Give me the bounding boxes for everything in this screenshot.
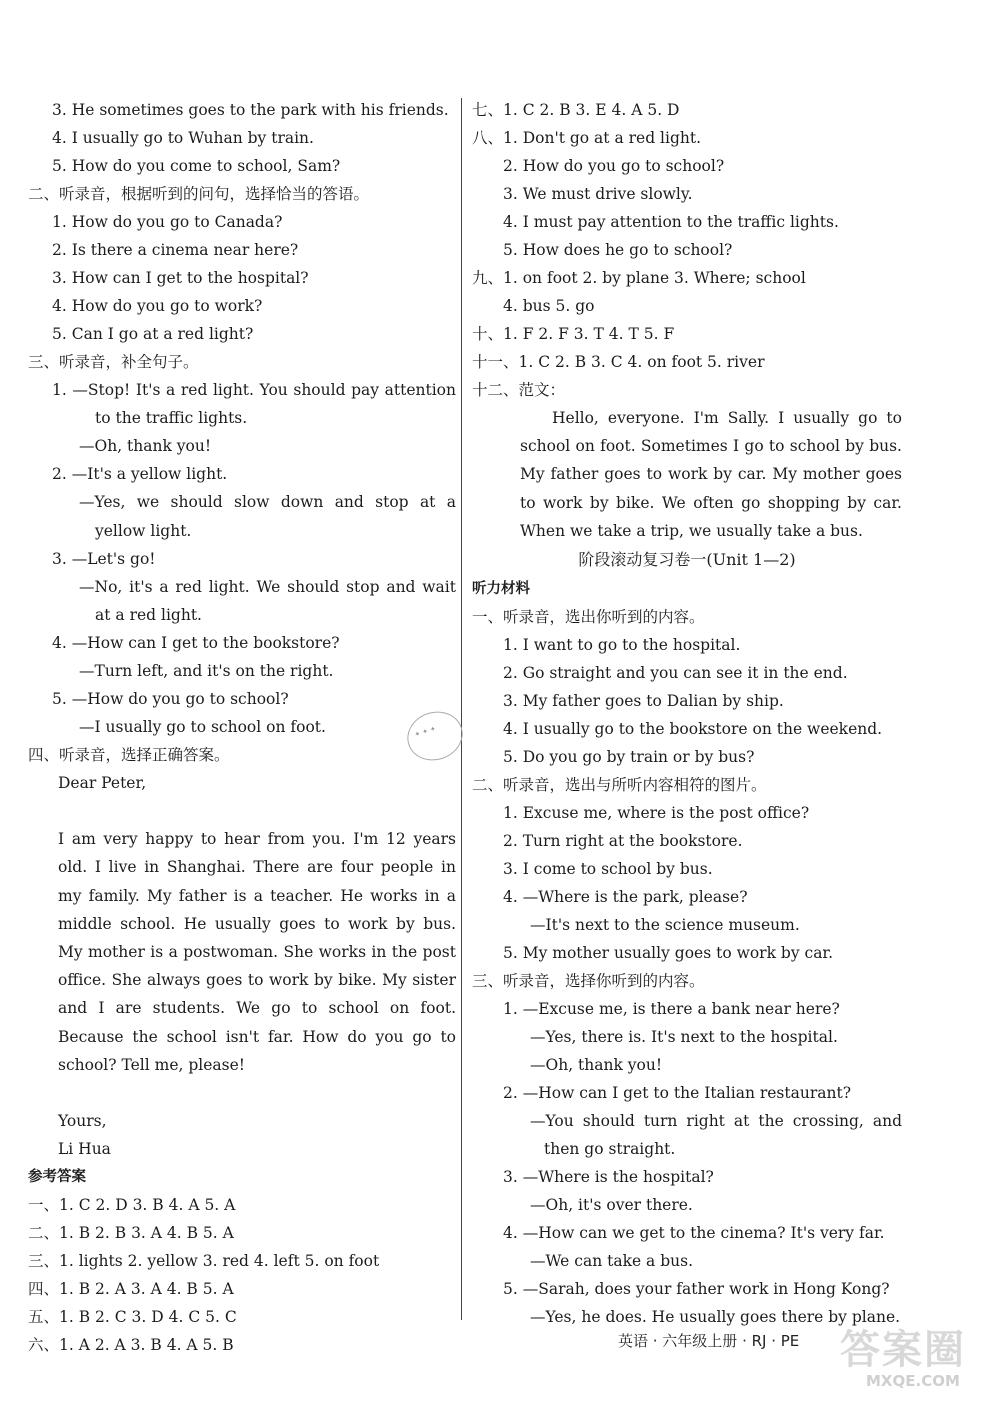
list-item: 4. —Where is the park, please? (503, 888, 748, 907)
answer-row: 十、1. F 2. F 3. T 4. T 5. F (472, 325, 675, 343)
list-item: 5. How do you come to school, Sam? (52, 157, 341, 175)
answer-row: 八、1. Don't go at a red light. (472, 129, 702, 147)
dialog-line: 2. —It's a yellow light. (52, 465, 228, 484)
listening-heading: 听力材料 (472, 581, 530, 598)
dialog-line: —I usually go to school on foot. (79, 718, 326, 737)
dialog-item (28, 488, 456, 544)
model-essay: Hello, everyone. I'm Sally. I usually go to school on foot. Sometimes I go to school by bus. My father goes to work by car. My mother goes to work by bike. We often go shopping by car. When we take a trip, we usually take a bus. (520, 409, 902, 540)
letter-body: I am very happy to hear from you. I'm 12 years old. I live in Shanghai. There are four people in my family. My father is a teacher. He works in a middle school. He usually goes to work by bus. My mother is a postwoman. She works in the post office. She always goes to work by bike. My sister and I are students. We go to school on foot. Because the school isn't far. How do you go to school? Tell me, please! (58, 830, 456, 1074)
list-item: 3. My father goes to Dalian by ship. (503, 692, 784, 711)
dialog-line: —You should turn right at the crossing, and then go straight. (530, 1112, 902, 1159)
answer-row: 五、1. B 2. C 3. D 4. C 5. C (28, 1308, 237, 1327)
dialog-item (472, 1107, 902, 1163)
stamp-mark: ✦ ✦ ✦ (401, 705, 469, 768)
letter-closing: Yours, (58, 1112, 107, 1131)
list-item: —It's next to the science museum. (530, 916, 800, 935)
dialog-line: —Oh, it's over there. (530, 1196, 693, 1215)
dialog-line: 4. —How can I get to the bookstore? (52, 634, 340, 653)
dialog-item (28, 573, 456, 629)
dialog-line: 5. —How do you go to school? (52, 690, 289, 709)
answer-row: 九、1. on foot 2. by plane 3. Where; school (472, 269, 806, 287)
letter-greeting: Dear Peter, (58, 774, 147, 793)
dialog-line: 1. —Excuse me, is there a bank near here? (503, 1000, 840, 1019)
answer-row: 4. I must pay attention to the traffic lights. (503, 213, 839, 231)
answer-row: 十一、1. C 2. B 3. C 4. on foot 5. river (472, 353, 765, 371)
answer-row: 四、1. B 2. A 3. A 4. B 5. A (28, 1280, 234, 1299)
dialog-line: 4. —How can we get to the cinema? It's very far. (503, 1224, 885, 1243)
answer-row: 十二、范文： (472, 381, 566, 399)
right-column (472, 96, 902, 1331)
list-item: 4. I usually go to the bookstore on the weekend. (503, 720, 883, 739)
list-item: 4. How do you go to work? (52, 297, 263, 315)
list-item: 3. How can I get to the hospital? (52, 269, 309, 287)
dialog-line: —Oh, thank you! (530, 1056, 663, 1075)
section-heading: 三、听录音，选择你听到的内容。 (472, 972, 705, 991)
dialog-line: —We can take a bus. (530, 1252, 694, 1271)
dialog-line: 1. —Stop! It's a red light. You should pay attention to the traffic lights. (52, 381, 456, 428)
list-item: 5. Do you go by train or by bus? (503, 748, 755, 767)
dialog-line: 3. —Let's go! (52, 549, 156, 568)
list-item: 1. I want to go to the hospital. (503, 636, 741, 655)
dialog-line: —Turn left, and it's on the right. (79, 662, 334, 681)
section-heading: 三、听录音，补全句子。 (28, 353, 199, 371)
unit-title: 阶段滚动复习卷一(Unit 1—2) (578, 550, 796, 570)
list-item: 1. Excuse me, where is the post office? (503, 804, 810, 823)
section-heading: 一、听录音，选出你听到的内容。 (472, 608, 705, 627)
dialog-item (28, 376, 456, 432)
dialog-line: —Yes, he does. He usually goes there by plane. (530, 1308, 901, 1327)
letter-signature: Li Hua (58, 1140, 111, 1159)
page-footer: 英语 · 六年级上册 · RJ · PE (618, 1332, 800, 1350)
dialog-line: —No, it's a red light. We should stop and wait at a red light. (79, 577, 456, 625)
answer-row: 三、1. lights 2. yellow 3. red 4. left 5. on foot (28, 1252, 380, 1271)
list-item: 2. Is there a cinema near here? (52, 241, 299, 259)
list-item: 5. My mother usually goes to work by car. (503, 944, 834, 963)
list-item: 1. How do you go to Canada? (52, 213, 283, 231)
section-heading: 二、听录音，根据听到的问句，选择恰当的答语。 (28, 185, 370, 203)
answer-row: 2. How do you go to school? (503, 157, 725, 175)
watermark-logo: 答案圈 (840, 1327, 966, 1373)
list-item: 3. He sometimes goes to the park with his friends. (52, 101, 449, 119)
dialog-line: 3. —Where is the hospital? (503, 1168, 714, 1187)
list-item: 5. Can I go at a red light? (52, 325, 254, 343)
list-item: 4. I usually go to Wuhan by train. (52, 129, 314, 147)
section-heading: 二、听录音，选出与所听内容相符的图片。 (472, 776, 767, 795)
answer-row: 4. bus 5. go (503, 297, 595, 315)
answer-row: 二、1. B 2. B 3. A 4. B 5. A (28, 1224, 234, 1243)
list-item: 2. Turn right at the bookstore. (503, 832, 743, 851)
answer-row: 3. We must drive slowly. (503, 185, 693, 203)
dialog-line: —Yes, we should slow down and stop at a yellow light. (79, 493, 456, 540)
column-divider (461, 98, 462, 1320)
dialog-line: 5. —Sarah, does your father work in Hong Kong? (503, 1280, 890, 1299)
answer-row: 5. How does he go to school? (503, 241, 733, 259)
section-heading: 四、听录音，选择正确答案。 (28, 746, 230, 765)
answer-row: 一、1. C 2. D 3. B 4. A 5. A (28, 1196, 236, 1215)
list-item: 3. I come to school by bus. (503, 860, 713, 879)
left-column (28, 96, 456, 1359)
answers-heading: 参考答案 (28, 1169, 86, 1186)
watermark-url: MXQE.COM (866, 1372, 960, 1390)
list-item: 2. Go straight and you can see it in the end. (503, 664, 848, 683)
dialog-line: —Yes, there is. It's next to the hospital. (530, 1028, 838, 1047)
dialog-line: 2. —How can I get to the Italian restaurant? (503, 1084, 852, 1103)
answer-row: 七、1. C 2. B 3. E 4. A 5. D (472, 101, 680, 119)
dialog-line: —Oh, thank you! (79, 437, 212, 456)
answer-row: 六、1. A 2. A 3. B 4. A 5. B (28, 1336, 234, 1355)
